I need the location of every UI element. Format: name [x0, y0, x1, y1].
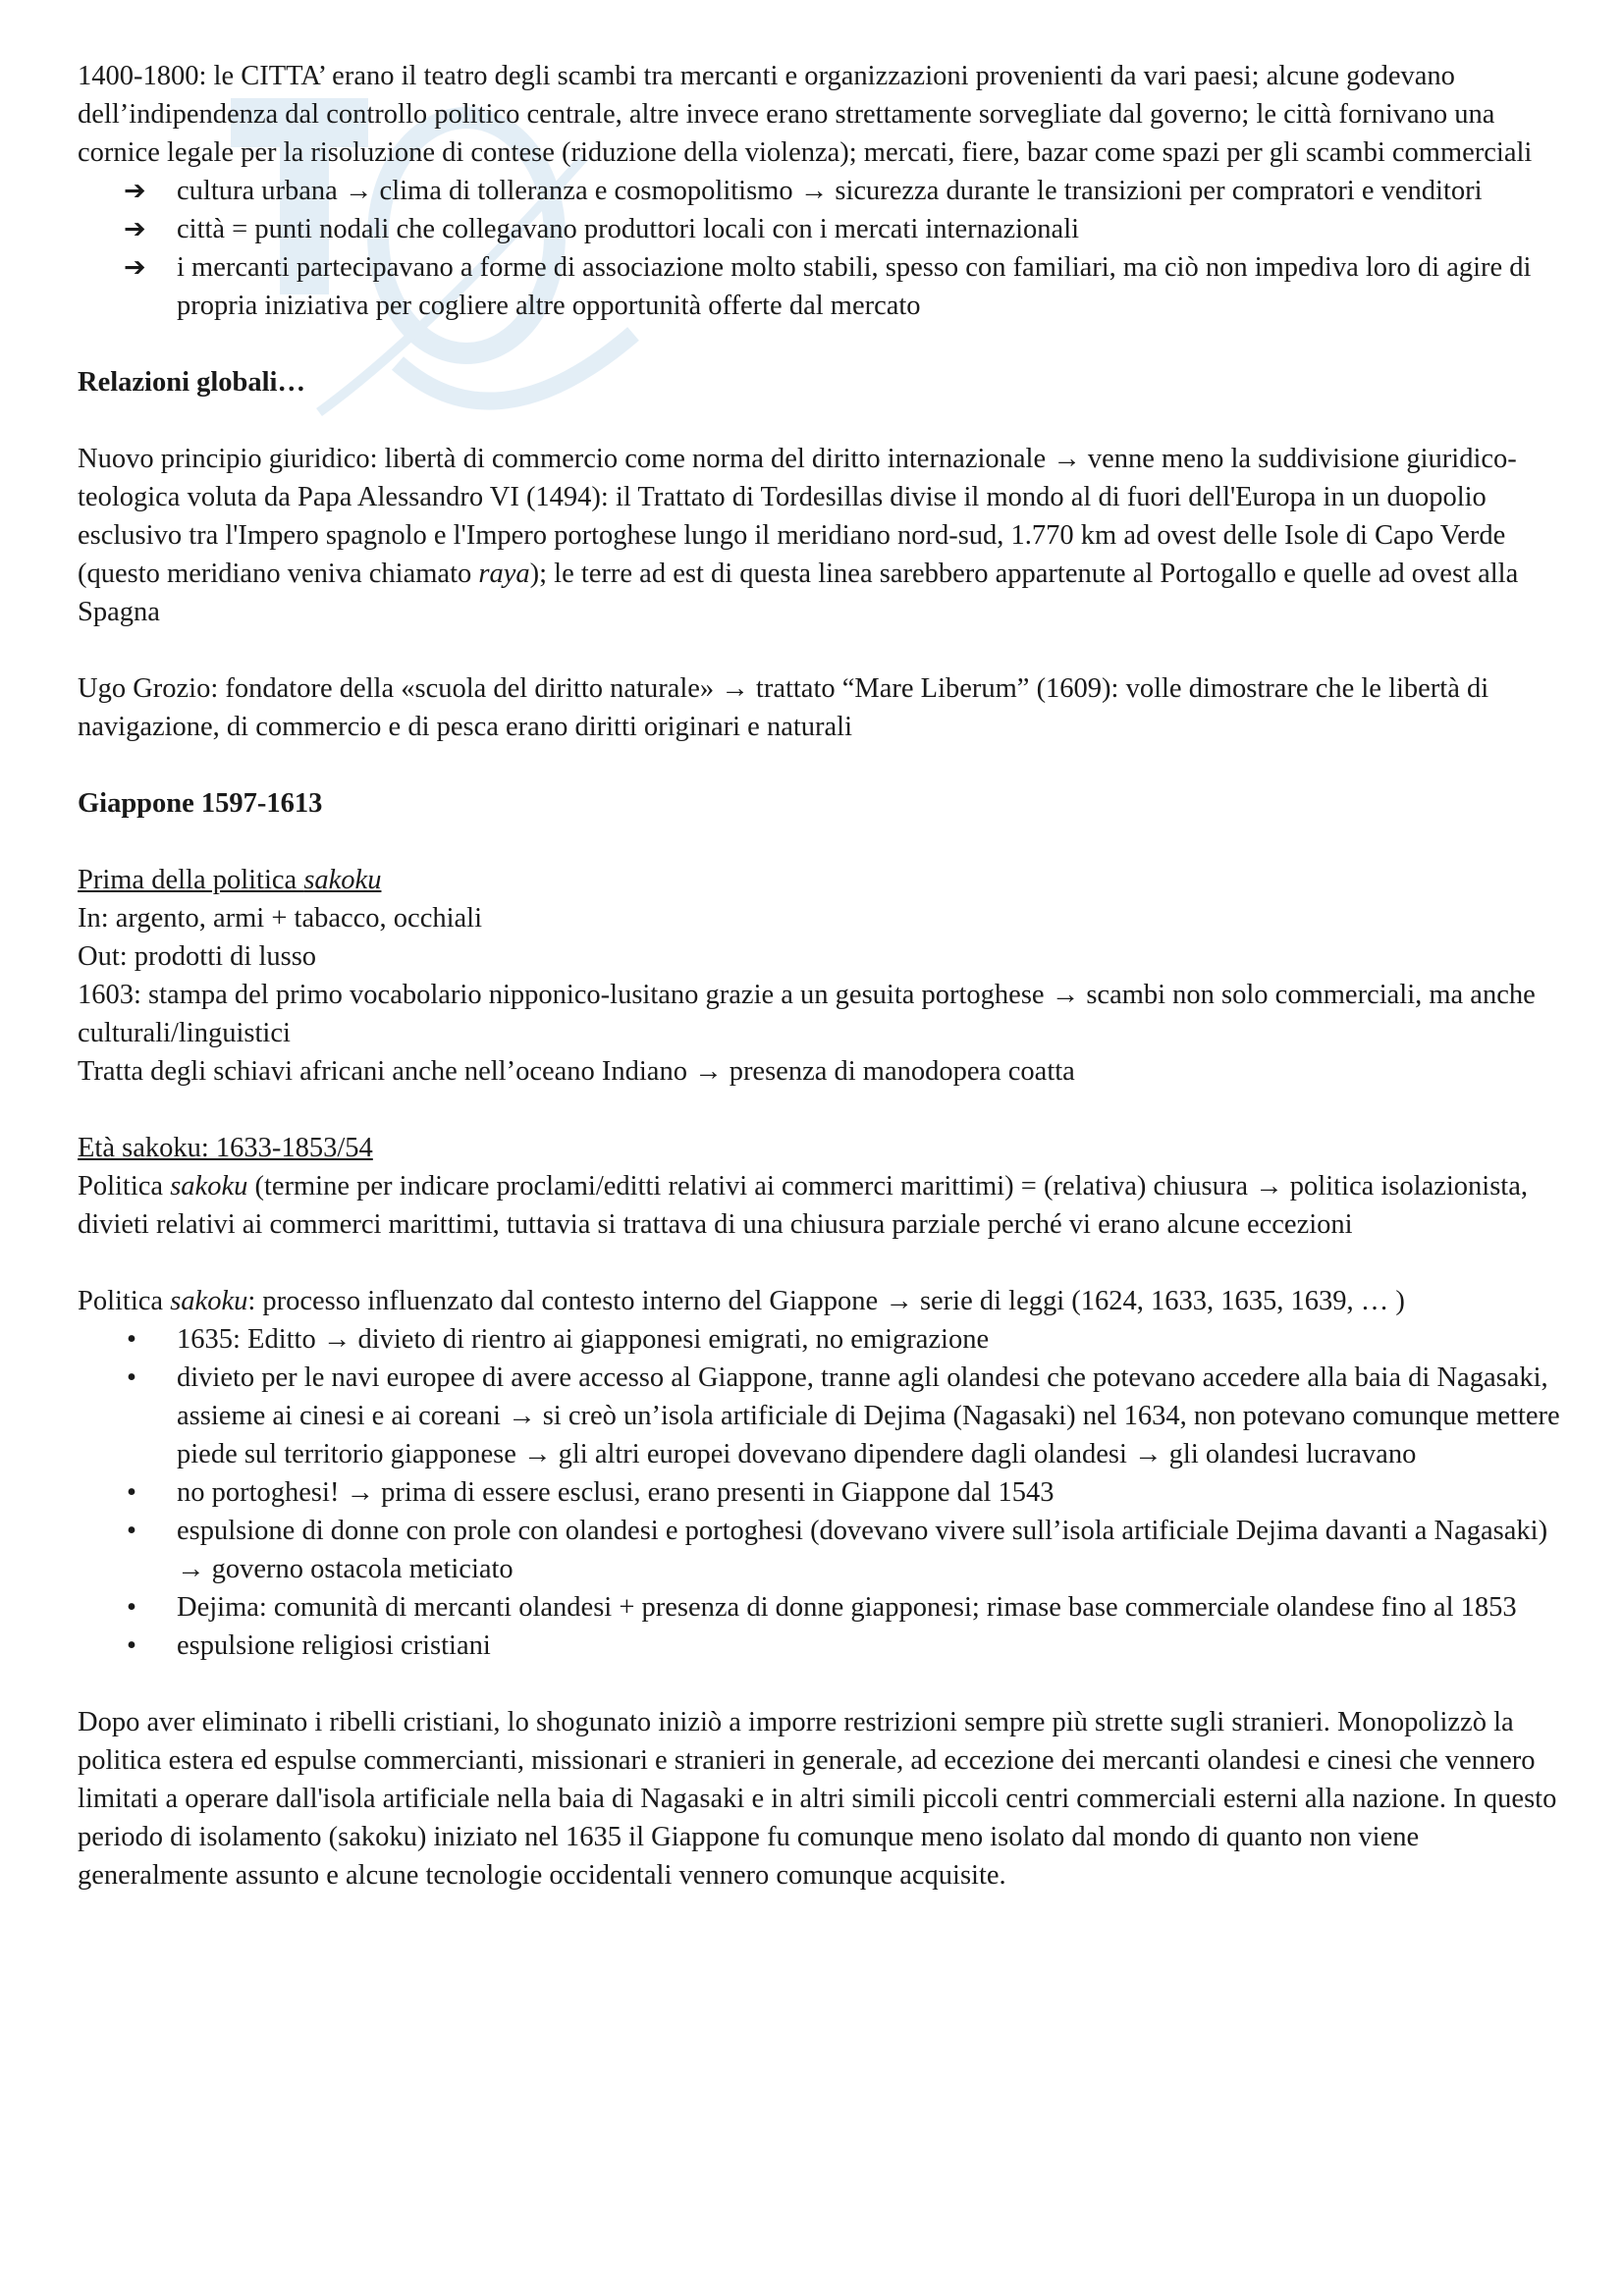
arrow-bullet-icon: ➔: [124, 176, 146, 206]
list-item: [78, 248, 1570, 325]
list-item-text: 1635: Editto → divieto di rientro ai giapponesi emigrati, no emigrazione: [177, 1324, 990, 1355]
list-item: [78, 1473, 1570, 1512]
sakoku-laws-paragraph: Politica sakoku: processo influenzato dal contesto interno del Giappone → serie di leggi (1624, 1633, 1635, 1639, … ): [78, 1286, 1405, 1316]
prima-line: 1603: stampa del primo vocabolario nipponico-lusitano grazie a un gesuita portoghese → scambi non solo commerciali, ma anche culturali/linguistici: [78, 980, 1536, 1048]
list-item-text: città = punti nodali che collegavano produttori locali con i mercati internazionali: [177, 214, 1080, 244]
grozio-paragraph: Ugo Grozio: fondatore della «scuola del diritto naturale» → trattato “Mare Liberum” (1609): volle dimostrare che le libertà di navigazione, di commercio e di pesca erano diritti originari e naturali: [78, 673, 1489, 742]
list-item: [78, 1627, 1570, 1665]
list-item-text: i mercanti partecipavano a forme di associazione molto stabili, spesso con familiari, ma ciò non impediva loro di agire di propria iniziativa per cogliere altre opportunità offerte dal mercato: [177, 252, 1532, 321]
list-item: [78, 1588, 1570, 1627]
bullet-icon: •: [127, 1362, 136, 1393]
closing-paragraph: Dopo aver eliminato i ribelli cristiani, lo shogunato iniziò a imporre restrizioni sempre più strette sugli stranieri. Monopolizzò la politica estera ed espulse commercianti, missionari e stranieri in generale, ad eccezione dei mercanti olandesi e cinesi che vennero limitati a operare dall'isola artificiale nella baia di Nagasaki e in altri simili piccoli centri commerciali esterni alla nazione. In questo periodo di isolamento (sakoku) iniziato nel 1635 il Giappone fu comunque meno isolato dal mondo di quanto non viene generalmente assunto e alcune tecnologie occidentali vennero comunque acquisite.: [78, 1707, 1557, 1891]
arrow-bullet-icon: ➔: [124, 252, 146, 283]
sakoku-definition-paragraph: Politica sakoku (termine per indicare proclami/editti relativi ai commerci marittimi) = (relativa) chiusura → politica isolazionista, divieti relativi ai commerci marittimi, tuttavia si trattava di una chiusura parziale perché vi erano alcune eccezioni: [78, 1171, 1528, 1240]
list-item: [78, 1320, 1570, 1359]
intro-arrow-list: [78, 172, 1570, 325]
prima-line: In: argento, armi + tabacco, occhiali: [78, 903, 482, 934]
bullet-icon: •: [127, 1516, 136, 1546]
list-item-text: divieto per le navi europee di avere accesso al Giappone, tranne agli olandesi che potevano accedere alla baia di Nagasaki, assieme ai cinesi e ai coreani → si creò un’isola artificiale di Dejima (Nagasaki) nel 1634, non potevano comunque mettere piede sul territorio giapponese → gli altri europei dovevano dipendere dagli olandesi → gli olandesi lucravano: [177, 1362, 1560, 1469]
list-item-text: Dejima: comunità di mercanti olandesi + presenza di donne giapponesi; rimase base commerciale olandese fino al 1853: [177, 1592, 1517, 1623]
list-item-text: espulsione di donne con prole con olandesi e portoghesi (dovevano vivere sull’isola artificiale Dejima davanti a Nagasaki) → governo ostacola meticiato: [177, 1516, 1548, 1584]
list-item-text: no portoghesi! → prima di essere esclusi, erano presenti in Giappone dal 1543: [177, 1477, 1055, 1508]
prima-line: Out: prodotti di lusso: [78, 941, 317, 972]
intro-paragraph: 1400-1800: le CITTA’ erano il teatro degli scambi tra mercanti e organizzazioni provenienti da vari paesi; alcune godevano dell’indipendenza dal controllo politico centrale, altre invece erano strettamente sorvegliate dal governo; le città fornivano una cornice legale per la risoluzione di contese (riduzione della violenza); mercati, fiere, bazar come spazi per gli scambi commerciali: [78, 61, 1533, 168]
section-heading-relazioni: Relazioni globali…: [78, 367, 305, 398]
sakoku-bullet-list: [78, 1320, 1570, 1665]
prima-line: Tratta degli schiavi africani anche nell’oceano Indiano → presenza di manodopera coatta: [78, 1056, 1075, 1087]
subheading-prima-sakoku: Prima della politica sakoku: [78, 865, 382, 895]
document-content: [78, 57, 1570, 1895]
bullet-icon: •: [127, 1477, 136, 1508]
bullet-icon: •: [127, 1592, 136, 1623]
bullet-icon: •: [127, 1630, 136, 1661]
list-item: [78, 1359, 1570, 1473]
list-item: [78, 1512, 1570, 1588]
list-item: [78, 172, 1570, 210]
tordesillas-paragraph: Nuovo principio giuridico: libertà di commercio come norma del diritto internazionale → venne meno la suddivisione giuridico-teologica voluta da Papa Alessandro VI (1494): il Trattato di Tordesillas divise il mondo al di fuori dell'Europa in un duopolio esclusivo tra l'Impero spagnolo e l'Impero portoghese lungo il meridiano nord-sud, 1.770 km ad ovest delle Isole di Capo Verde (questo meridiano veniva chiamato raya); le terre ad est di questa linea sarebbero appartenute al Portogallo e quelle ad ovest alla Spagna: [78, 444, 1519, 627]
arrow-bullet-icon: ➔: [124, 214, 146, 244]
list-item-text: cultura urbana → clima di tolleranza e cosmopolitismo → sicurezza durante le transizioni per compratori e venditori: [177, 176, 1483, 206]
list-item-text: espulsione religiosi cristiani: [177, 1630, 491, 1661]
section-heading-giappone: Giappone 1597-1613: [78, 788, 323, 819]
subheading-eta-sakoku: Età sakoku: 1633-1853/54: [78, 1133, 373, 1163]
list-item: [78, 210, 1570, 248]
bullet-icon: •: [127, 1324, 136, 1355]
